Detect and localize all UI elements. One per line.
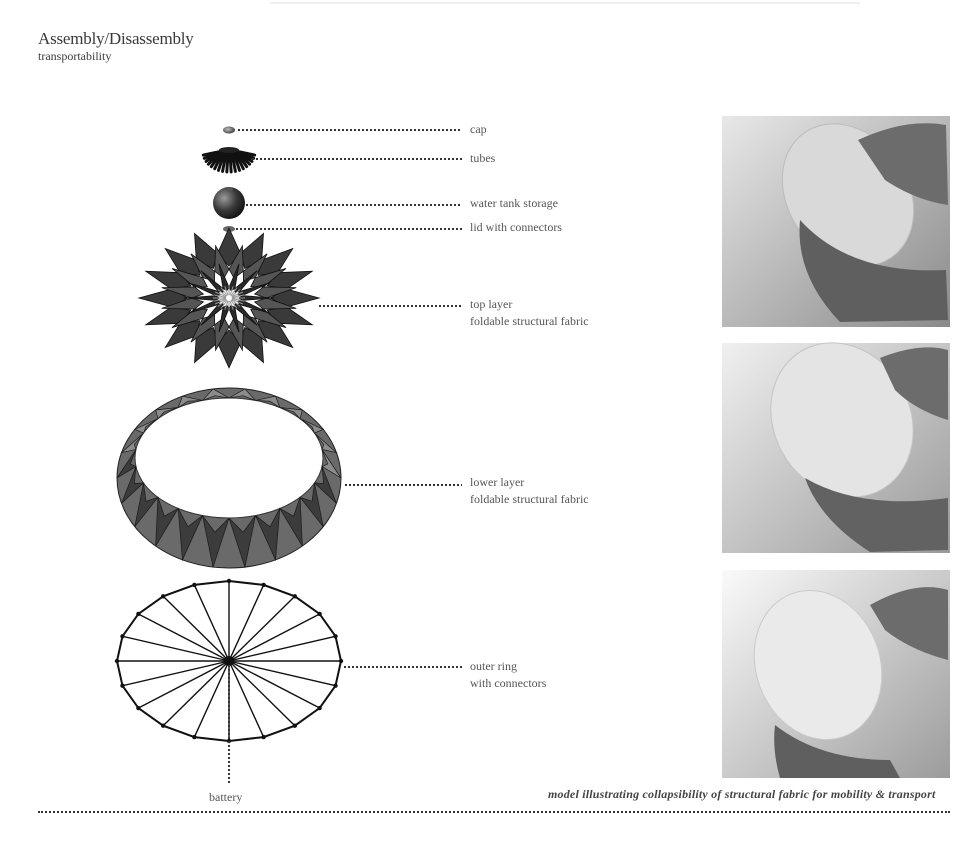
label-cap: cap — [470, 122, 487, 136]
cap-part — [223, 127, 235, 134]
label-top-layer: top layer foldable structural fabric — [470, 297, 589, 328]
model-photo-half-expanded — [722, 317, 950, 553]
model-photo-collapsed — [722, 98, 950, 327]
label-tubes: tubes — [470, 151, 496, 165]
page-title: Assembly/Disassembly — [38, 29, 194, 48]
water-tank-part — [213, 187, 245, 219]
lower-layer-part — [117, 388, 341, 568]
tubes-part — [203, 147, 254, 172]
bottom-divider — [38, 811, 950, 813]
page-subtitle: transportability — [38, 49, 112, 63]
photo-caption: model illustrating collapsibility of structural fabric for mobility & transport — [548, 787, 936, 801]
label-lower-layer: lower layer foldable structural fabric — [470, 475, 589, 506]
label-lid: lid with connectors — [470, 220, 562, 234]
label-battery: battery — [209, 790, 243, 804]
label-outer-ring: outer ring with connectors — [470, 659, 547, 690]
label-water-tank: water tank storage — [470, 196, 558, 210]
model-photo-expanded — [722, 570, 950, 778]
top-layer-part — [139, 228, 319, 368]
